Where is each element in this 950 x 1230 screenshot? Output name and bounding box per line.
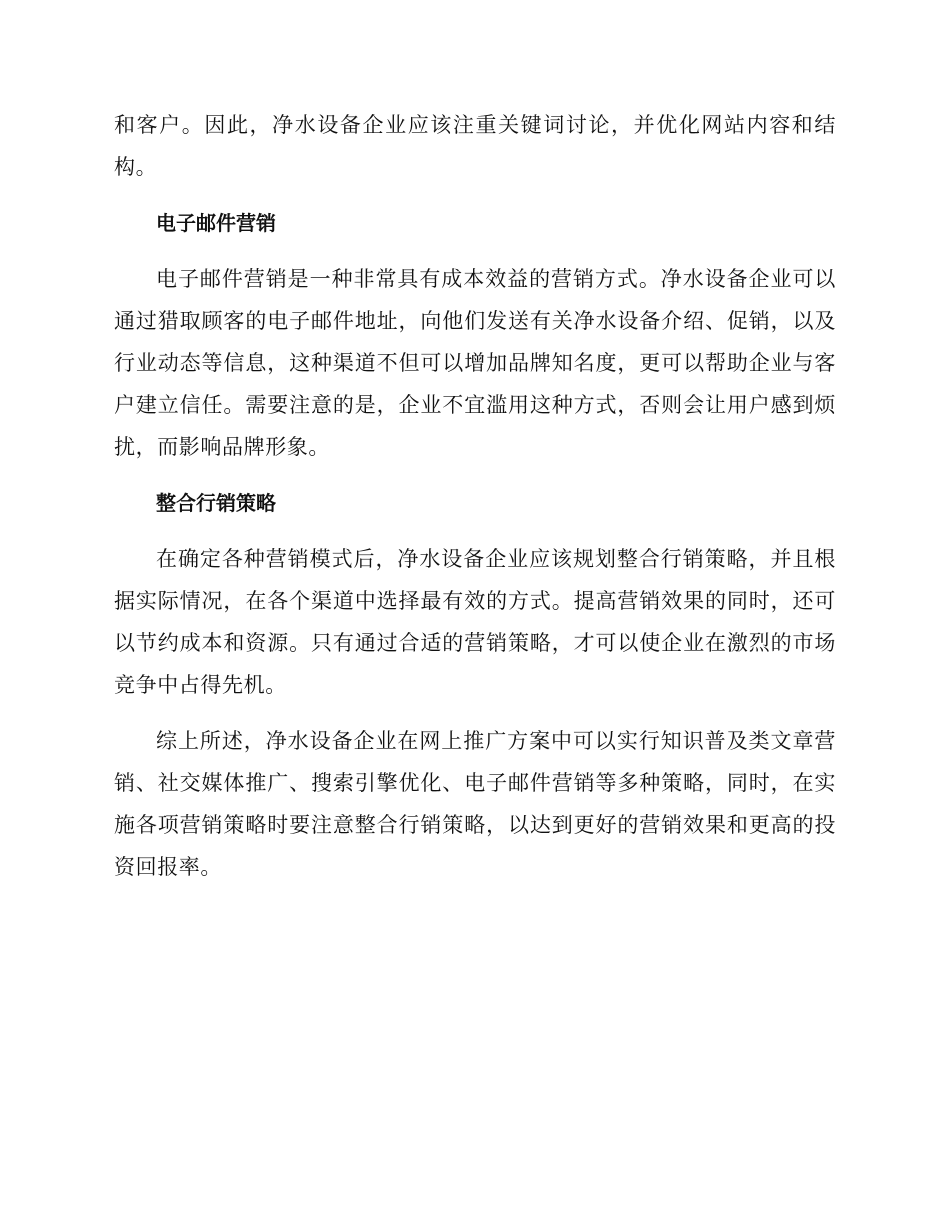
section-heading-email-marketing: 电子邮件营销 — [156, 211, 276, 235]
document-page — [114, 104, 836, 888]
section-heading-integrated-marketing: 整合行销策略 — [156, 491, 276, 515]
intro-continuation-paragraph: 和客户。因此，净水设备企业应该注重关键词讨论，并优化网站内容和结构。 — [114, 113, 836, 179]
section-body-integrated-marketing: 在确定各种营销模式后，净水设备企业应该规划整合行销策略，并且根据实际情况，在各个渠道中选择最有效的方式。提高营销效果的同时，还可以节约成本和资源。只有通过合适的营销策略，才可以使企业在激烈的市场竞争中占得先机。 — [114, 547, 836, 697]
conclusion-paragraph: 综上所述，净水设备企业在网上推广方案中可以实行知识普及类文章营销、社交媒体推广、搜索引擎优化、电子邮件营销等多种策略，同时，在实施各项营销策略时要注意整合行销策略，以达到更好的营销效果和更高的投资回报率。 — [114, 729, 836, 879]
section-body-email-marketing: 电子邮件营销是一种非常具有成本效益的营销方式。净水设备企业可以通过猎取顾客的电子邮件地址，向他们发送有关净水设备介绍、促销，以及行业动态等信息，这种渠道不但可以增加品牌知名度，更可以帮助企业与客户建立信任。需要注意的是，企业不宜滥用这种方式，否则会让用户感到烦扰，而影响品牌形象。 — [114, 267, 836, 459]
